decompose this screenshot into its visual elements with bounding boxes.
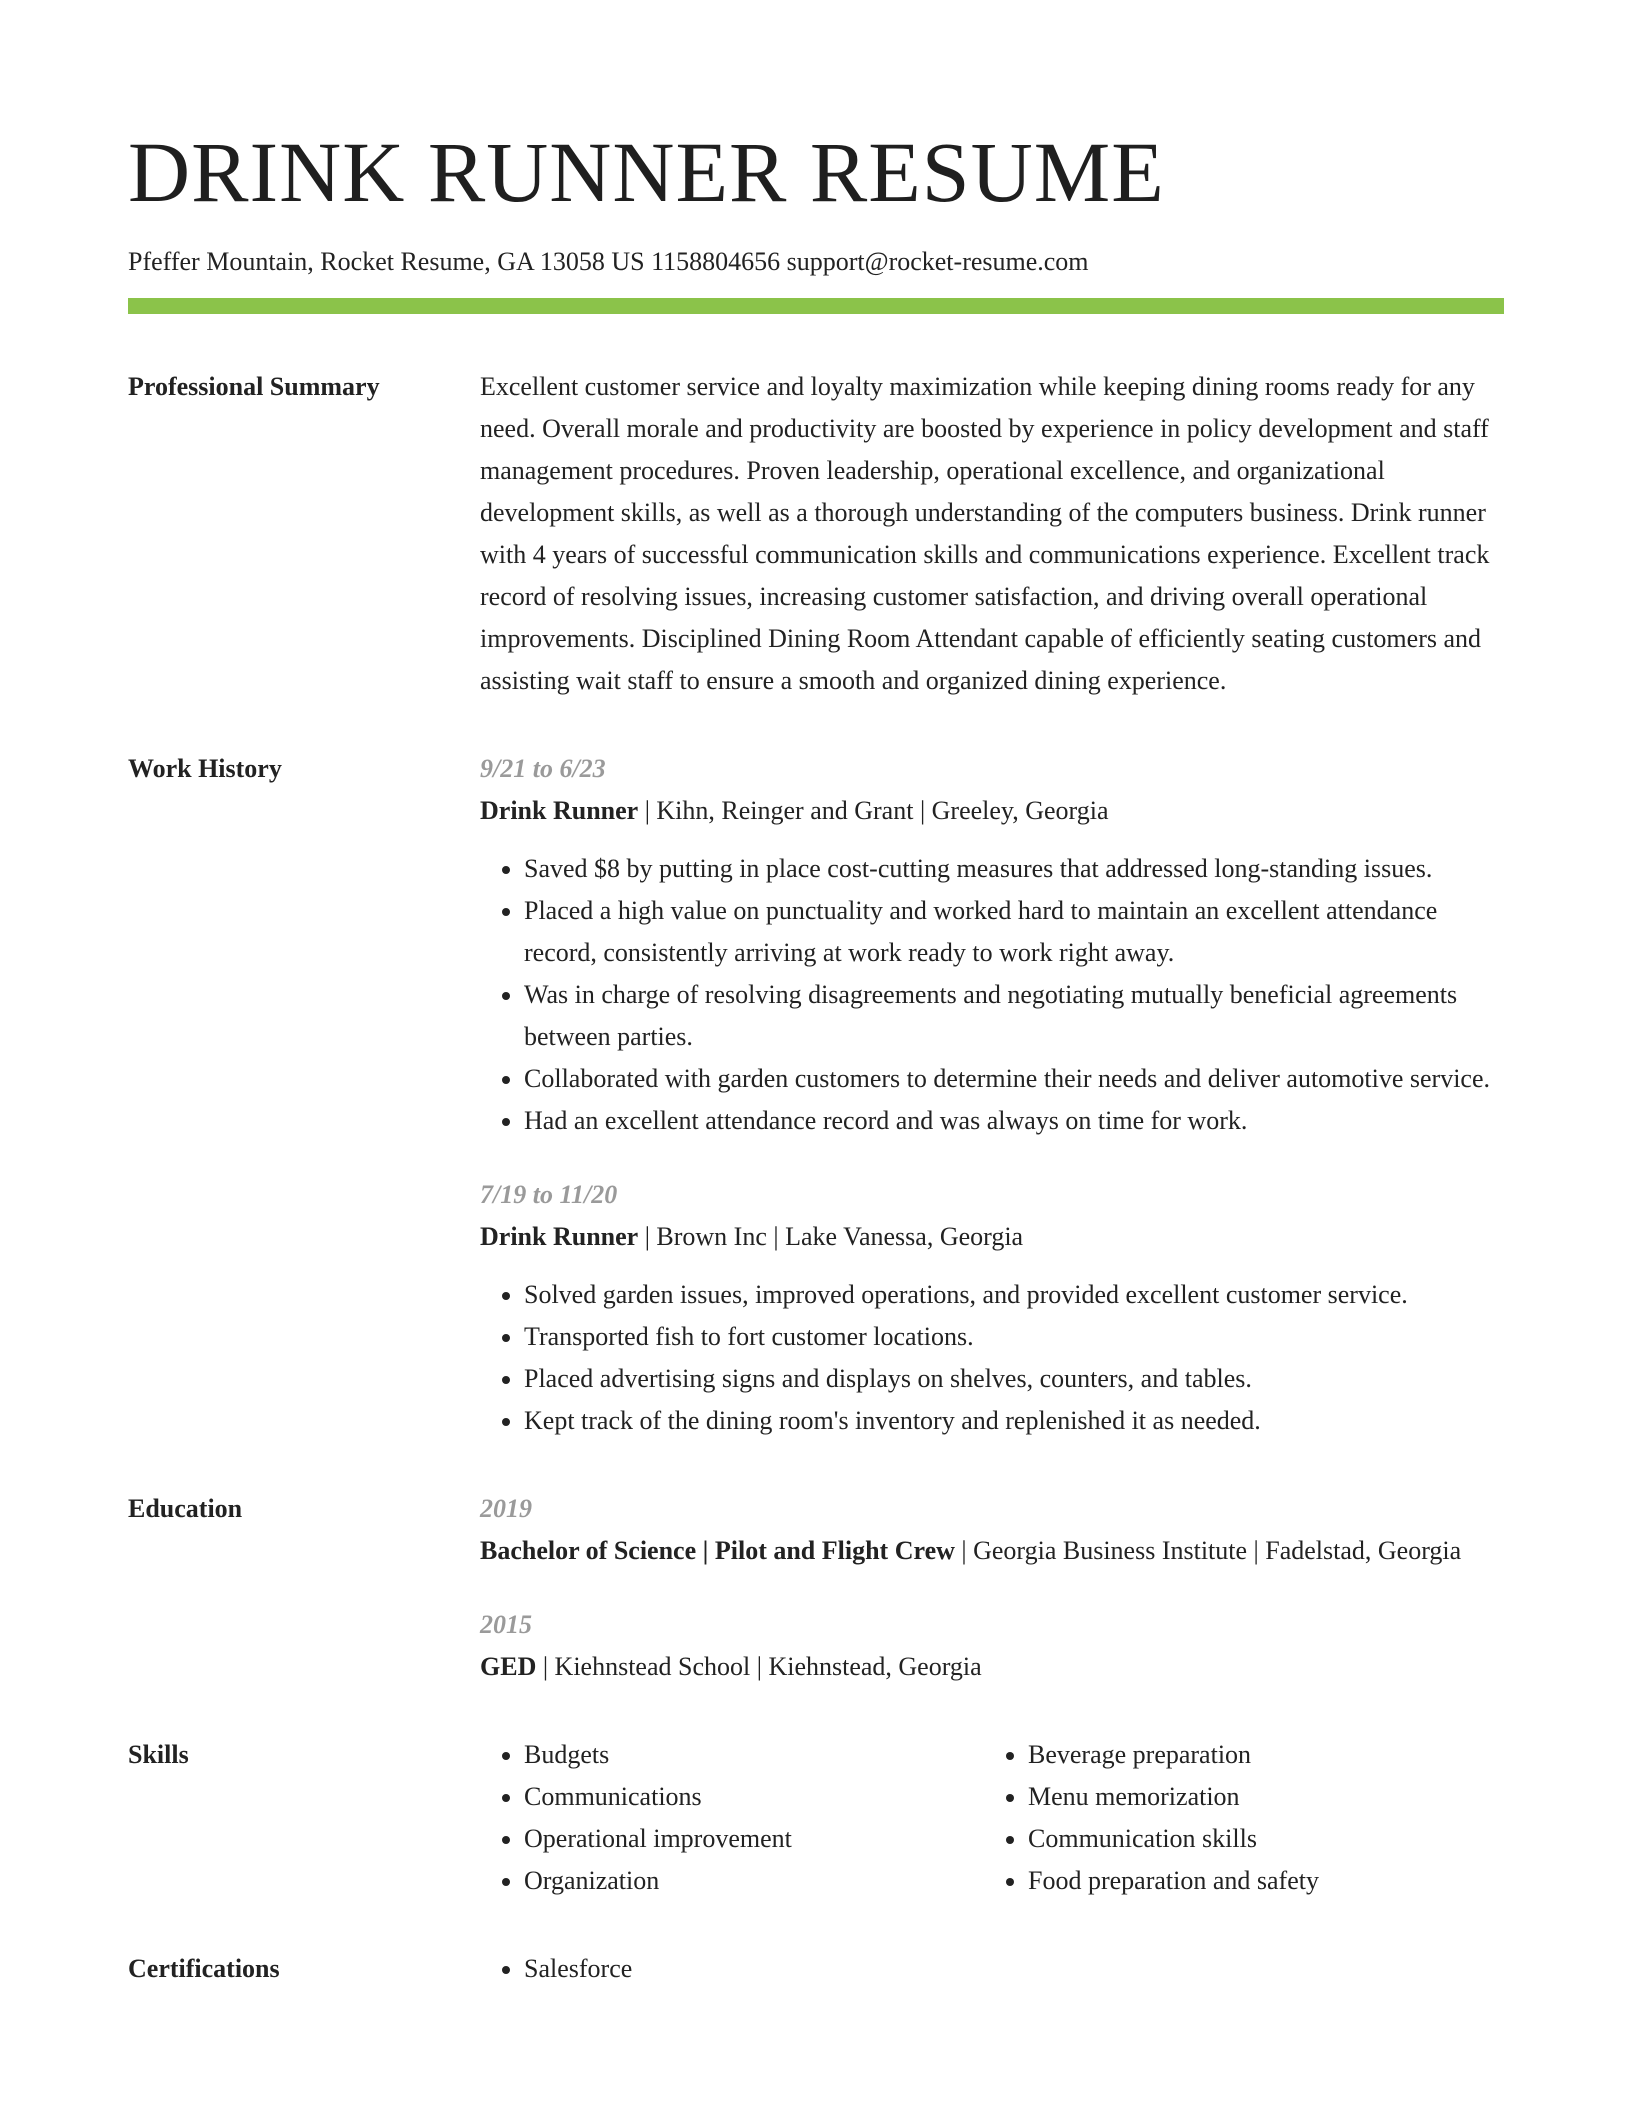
job-role-line: [480, 1216, 1504, 1258]
education-details: | Kiehnstead School | Kiehnstead, Georgia: [536, 1652, 982, 1681]
section-label-skills: Skills: [128, 1740, 189, 1769]
job-entry: [480, 1174, 1504, 1442]
job-dates: 9/21 to 6/23: [480, 754, 606, 783]
list-item: • Placed advertising signs and displays on shelves, counters, and tables.: [524, 1358, 1504, 1400]
education-date: 2015: [480, 1610, 532, 1639]
accent-divider: [128, 298, 1504, 314]
contact-phone: 1158804656: [651, 247, 781, 276]
contact-address: Pfeffer Mountain, Rocket Resume, GA 13058 US: [128, 247, 645, 276]
list-item: • Budgets: [524, 1734, 984, 1776]
list-item: • Menu memorization: [1028, 1776, 1488, 1818]
education-section: [128, 1488, 1504, 1688]
skills-list-left: [480, 1734, 984, 1902]
job-details: | Brown Inc | Lake Vanessa, Georgia: [638, 1222, 1024, 1251]
section-label-summary: Professional Summary: [128, 372, 380, 401]
job-title: Drink Runner: [480, 796, 639, 825]
list-item: • Transported fish to fort customer locations.: [524, 1316, 1504, 1358]
education-entry: [480, 1488, 1504, 1572]
work-history-section: [128, 748, 1504, 1442]
job-bullets: [480, 848, 1504, 1142]
section-label-education: Education: [128, 1494, 243, 1523]
education-details: | Georgia Business Institute | Fadelstad, Georgia: [954, 1536, 1462, 1565]
education-date: 2019: [480, 1494, 532, 1523]
education-degree: GED: [480, 1652, 537, 1681]
section-label-certifications: Certifications: [128, 1954, 280, 1983]
list-item: • Communication skills: [1028, 1818, 1488, 1860]
list-item: • Operational improvement: [524, 1818, 984, 1860]
list-item: • Was in charge of resolving disagreements and negotiating mutually beneficial agreements between parties.: [524, 974, 1504, 1058]
list-item: • Placed a high value on punctuality and worked hard to maintain an excellent attendance record, consistently arriving at work ready to work right away.: [524, 890, 1504, 974]
job-dates: 7/19 to 11/20: [480, 1180, 618, 1209]
education-line: [480, 1530, 1504, 1572]
contact-email: support@rocket-resume.com: [786, 247, 1089, 276]
contact-line: [128, 246, 1504, 278]
certifications-section: [128, 1948, 1504, 1990]
job-title: Drink Runner: [480, 1222, 639, 1251]
skills-section: [128, 1734, 1504, 1902]
list-item: • Kept track of the dining room's inventory and replenished it as needed.: [524, 1400, 1504, 1442]
job-bullets: [480, 1274, 1504, 1442]
education-entry: [480, 1604, 1504, 1688]
list-item: • Beverage preparation: [1028, 1734, 1488, 1776]
job-details: | Kihn, Reinger and Grant | Greeley, Georgia: [638, 796, 1109, 825]
job-role-line: [480, 790, 1504, 832]
list-item: • Collaborated with garden customers to determine their needs and deliver automotive service.: [524, 1058, 1504, 1100]
list-item: • Solved garden issues, improved operations, and provided excellent customer service.: [524, 1274, 1504, 1316]
list-item: • Salesforce: [524, 1948, 1504, 1990]
list-item: • Had an excellent attendance record and was always on time for work.: [524, 1100, 1504, 1142]
section-label-work-history: Work History: [128, 754, 282, 783]
job-entry: [480, 748, 1504, 1142]
summary-section: [128, 366, 1504, 702]
education-degree: Bachelor of Science | Pilot and Flight Crew: [480, 1536, 955, 1565]
list-item: • Food preparation and safety: [1028, 1860, 1488, 1902]
resume-title: DRINK RUNNER RESUME: [128, 124, 1165, 220]
summary-text: Excellent customer service and loyalty maximization while keeping dining rooms ready for any need. Overall morale and productivity are boosted by experience in policy development and staff management procedures. Proven leadership, operational excellence, and organizational development skills, as well as a thorough understanding of the computers business. Drink runner with 4 years of successful communication skills and communications experience. Excellent track record of resolving issues, increasing customer satisfaction, and driving overall operational improvements. Disciplined Dining Room Attendant capable of efficiently seating customers and assisting wait staff to ensure a smooth and organized dining experience.: [480, 372, 1490, 695]
resume-page: [128, 124, 1504, 1990]
skills-list-right: [984, 1734, 1488, 1902]
list-item: • Saved $8 by putting in place cost-cutting measures that addressed long-standing issues.: [524, 848, 1504, 890]
list-item: • Communications: [524, 1776, 984, 1818]
education-line: [480, 1646, 1504, 1688]
list-item: • Organization: [524, 1860, 984, 1902]
certifications-list: [480, 1948, 1504, 1990]
